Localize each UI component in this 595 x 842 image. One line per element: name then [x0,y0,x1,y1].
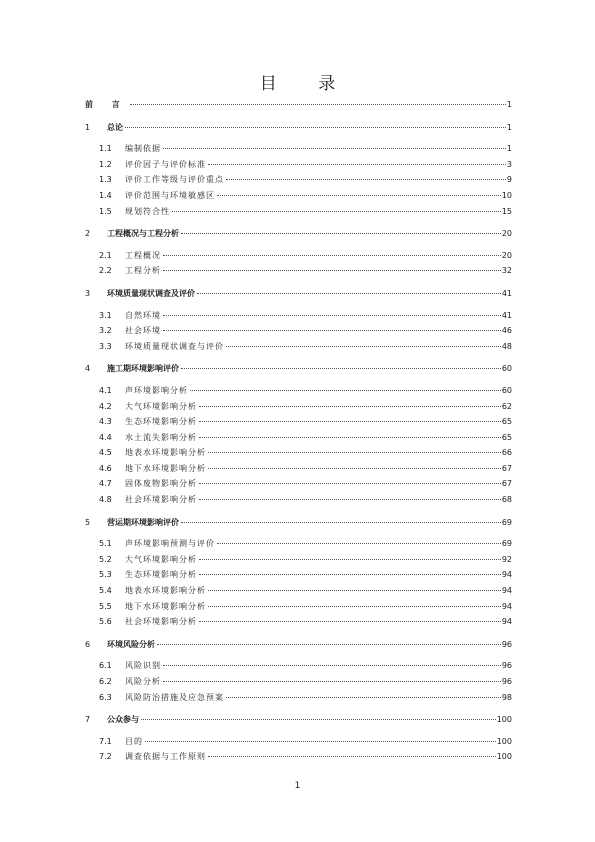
dot-leader [181,368,501,369]
toc-entry-chapter[interactable] [85,122,512,138]
toc-entry-page: 32 [501,266,512,276]
toc-entry-section[interactable] [85,478,512,494]
dot-leader [141,719,496,720]
toc-entry-label: 工程概况与工程分析 [107,229,179,239]
toc-entry-number: 7.1 [99,736,112,746]
toc-entry-page: 67 [501,463,512,473]
toc-entry-label: 风险防治措施及应急预案 [125,692,224,702]
toc-entry-number: 1 [85,122,91,132]
dot-leader [163,330,501,331]
dot-leader [163,665,501,666]
toc-entry-page: 96 [501,677,512,686]
toc-entry-number: 5.4 [99,586,112,596]
toc-entry-chapter[interactable] [85,228,512,244]
toc-entry-page: 41 [501,310,512,320]
toc-entry-label: 声环境影响预测与评价 [125,539,215,549]
dot-leader [163,315,501,316]
dot-leader [145,741,496,742]
toc-entry-page: 65 [501,432,512,442]
toc-entry-label: 生态环境影响分析 [125,417,197,427]
toc-entry-label: 风险分析 [125,677,161,686]
toc-entry-section[interactable] [85,676,512,692]
toc-entry-label: 评价范围与环境敏感区 [125,190,215,200]
toc-entry-label: 营运期环境影响评价 [107,517,179,527]
dot-leader [199,406,501,407]
toc-entry-page: 66 [501,448,512,458]
dot-leader [226,179,506,180]
toc-entry-label: 水土流失影响分析 [125,432,197,442]
dot-leader [157,644,501,645]
toc-entry-page: 20 [501,229,512,239]
toc-entry-label: 环境质量现状调查与评价 [125,341,224,351]
toc-entry-section[interactable] [85,206,512,222]
toc-entry-label: 声环境影响分析 [125,385,188,395]
dot-leader [172,211,501,212]
toc-entry-section[interactable] [85,416,512,432]
toc-entry-number: 4.5 [99,448,112,458]
toc-entry-section[interactable] [85,569,512,585]
toc-entry-label: 社会环境 [125,326,161,336]
toc-entry-number: 4.8 [99,495,112,505]
toc-entry-label: 社会环境影响分析 [125,495,197,505]
dot-leader [226,697,501,698]
dot-leader [199,437,501,438]
dot-leader [208,452,501,453]
toc-entry-chapter[interactable] [85,363,512,379]
toc-entry-number: 1.4 [99,190,112,200]
toc-entry-page: 96 [501,661,512,671]
toc-entry-page: 15 [501,206,512,216]
toc-entry-section[interactable] [85,385,512,401]
toc-entry-page: 10 [501,190,512,200]
dot-leader [226,346,501,347]
toc-entry-label: 生态环境影响分析 [125,570,197,580]
toc-entry-page: 41 [501,288,512,298]
toc-entry-label: 编制依据 [125,144,161,154]
toc-entry-page: 96 [501,639,512,649]
toc-entry-section[interactable] [85,432,512,448]
toc-entry-label: 调查依据与工作原则 [125,752,206,762]
toc-entry-label: 评价因子与评价标准 [125,159,206,169]
toc-entry-label: 公众参与 [107,715,139,725]
toc-entry-label: 地下水环境影响分析 [125,463,206,473]
toc-entry-number: 3.1 [99,310,112,320]
toc-entry-number: 4.2 [99,401,112,411]
toc-entry-label: 前 言 [85,100,128,109]
toc-entry-number: 6.1 [99,661,112,671]
toc-entry-page: 100 [496,715,512,725]
toc-entry-page: 62 [501,401,512,411]
toc-entry-section[interactable] [85,265,512,281]
toc-entry-chapter[interactable] [85,714,512,730]
toc-entry-chapter[interactable] [85,288,512,304]
dot-leader [163,255,501,256]
toc-entry-number: 6.3 [99,692,112,702]
toc-entry-label: 社会环境影响分析 [125,617,197,627]
toc-entry-section[interactable] [85,538,512,554]
toc-entry-preface[interactable] [85,99,512,115]
toc-entry-section[interactable] [85,401,512,417]
toc-entry-section[interactable] [85,250,512,266]
toc-entry-label: 地表水环境影响分析 [125,586,206,596]
toc-entry-page: 98 [501,692,512,702]
toc-entry-page: 69 [501,539,512,549]
toc-entry-section[interactable] [85,174,512,190]
toc-entry-number: 1.2 [99,159,112,169]
toc-entry-section[interactable] [85,585,512,601]
dot-leader [217,195,501,196]
dot-leader [197,293,501,294]
dot-leader [217,543,501,544]
toc-entry-section[interactable] [85,736,512,752]
page-title: 目 录 [259,74,354,94]
dot-leader [199,574,501,575]
dot-leader [199,559,501,560]
toc-entry-label: 风险识别 [125,661,161,671]
toc-entry-page: 94 [501,601,512,611]
toc-entry-number: 6.2 [99,677,112,686]
toc-entry-section[interactable] [85,447,512,463]
toc-entry-page: 94 [501,617,512,627]
toc-entry-label: 地下水环境影响分析 [125,601,206,611]
toc-entry-section[interactable] [85,494,512,510]
dot-leader [208,606,501,607]
toc-entry-chapter[interactable] [85,639,512,655]
toc-entry-label: 规划符合性 [125,206,170,216]
toc-entry-section[interactable] [85,692,512,708]
toc-entry-number: 5.3 [99,570,112,580]
toc-entry-page: 3 [506,159,512,169]
toc-entry-page: 65 [501,417,512,427]
toc-entry-label: 评价工作等级与评价重点 [125,175,224,185]
toc-entry-number: 4.1 [99,385,112,395]
toc-entry-section[interactable] [85,325,512,341]
toc-entry-number: 3 [85,288,91,298]
toc-entry-section[interactable] [85,463,512,479]
dot-leader [208,590,501,591]
toc-entry-number: 5.6 [99,617,112,627]
toc-entry-number: 1.5 [99,206,112,216]
toc-entry-number: 7.2 [99,752,112,762]
dot-leader [199,621,501,622]
toc-entry-label: 大气环境影响分析 [125,554,197,564]
toc-entry-number: 3.3 [99,341,112,351]
toc-entry-number: 4.4 [99,432,112,442]
toc-entry-number: 4.6 [99,463,112,473]
toc-entry-label: 固体废物影响分析 [125,479,197,489]
toc-entry-label: 施工期环境影响评价 [107,364,179,374]
dot-leader [163,148,506,149]
toc-entry-page: 1 [506,100,512,109]
toc-entry-section[interactable] [85,660,512,676]
toc-entry-number: 7 [85,715,91,725]
dot-leader [181,522,501,523]
toc-entry-section[interactable] [85,143,512,159]
toc-entry-number: 4.3 [99,417,112,427]
dot-leader [163,270,501,271]
toc-entry-section[interactable] [85,554,512,570]
toc-entry-page: 94 [501,586,512,596]
toc-entry-section[interactable] [85,190,512,206]
table-of-contents [85,99,512,767]
dot-leader [181,233,501,234]
toc-entry-page: 20 [501,250,512,260]
toc-entry-section[interactable] [85,159,512,175]
toc-entry-section[interactable] [85,751,512,767]
toc-entry-page: 60 [501,364,512,374]
dot-leader [163,681,501,682]
toc-entry-page: 69 [501,517,512,527]
toc-entry-page: 100 [496,752,512,762]
toc-entry-number: 5.2 [99,554,112,564]
toc-entry-number: 5.5 [99,601,112,611]
dot-leader [199,499,501,500]
toc-entry-label: 环境质量现状调查及评价 [107,288,195,298]
toc-entry-chapter[interactable] [85,517,512,533]
toc-entry-number: 4 [85,364,91,374]
toc-entry-number: 3.2 [99,326,112,336]
dot-leader [125,127,506,128]
toc-entry-page: 94 [501,570,512,580]
toc-entry-label: 大气环境影响分析 [125,401,197,411]
toc-entry-section[interactable] [85,341,512,357]
toc-entry-section[interactable] [85,310,512,326]
toc-entry-page: 46 [501,326,512,336]
toc-entry-page: 60 [501,385,512,395]
dot-leader [190,390,501,391]
toc-entry-number: 2.1 [99,250,112,260]
toc-entry-label: 工程分析 [125,266,161,276]
toc-entry-number: 2 [85,229,91,239]
toc-entry-section[interactable] [85,601,512,617]
toc-entry-label: 地表水环境影响分析 [125,448,206,458]
toc-entry-page: 9 [506,175,512,185]
toc-entry-page: 68 [501,495,512,505]
toc-entry-label: 工程概况 [125,250,161,260]
toc-entry-number: 4.7 [99,479,112,489]
toc-entry-section[interactable] [85,616,512,632]
toc-entry-label: 目的 [125,736,143,746]
toc-entry-page: 48 [501,341,512,351]
toc-entry-page: 67 [501,479,512,489]
toc-entry-page: 92 [501,554,512,564]
dot-leader [208,756,496,757]
toc-entry-number: 2.2 [99,266,112,276]
toc-entry-number: 1.1 [99,144,112,154]
toc-entry-page: 1 [506,144,512,154]
dot-leader [208,164,506,165]
dot-leader [199,421,501,422]
toc-entry-number: 6 [85,639,91,649]
toc-entry-number: 1.3 [99,175,112,185]
toc-entry-number: 5 [85,517,91,527]
toc-entry-label: 总论 [107,122,123,132]
dot-leader [208,468,501,469]
toc-entry-page: 1 [506,122,512,132]
page-number: 1 [294,781,301,791]
toc-entry-number: 5.1 [99,539,112,549]
toc-entry-page: 100 [496,736,512,746]
toc-entry-label: 自然环境 [125,310,161,320]
toc-entry-label: 环境风险分析 [107,639,155,649]
dot-leader [199,483,501,484]
dot-leader [130,104,506,105]
